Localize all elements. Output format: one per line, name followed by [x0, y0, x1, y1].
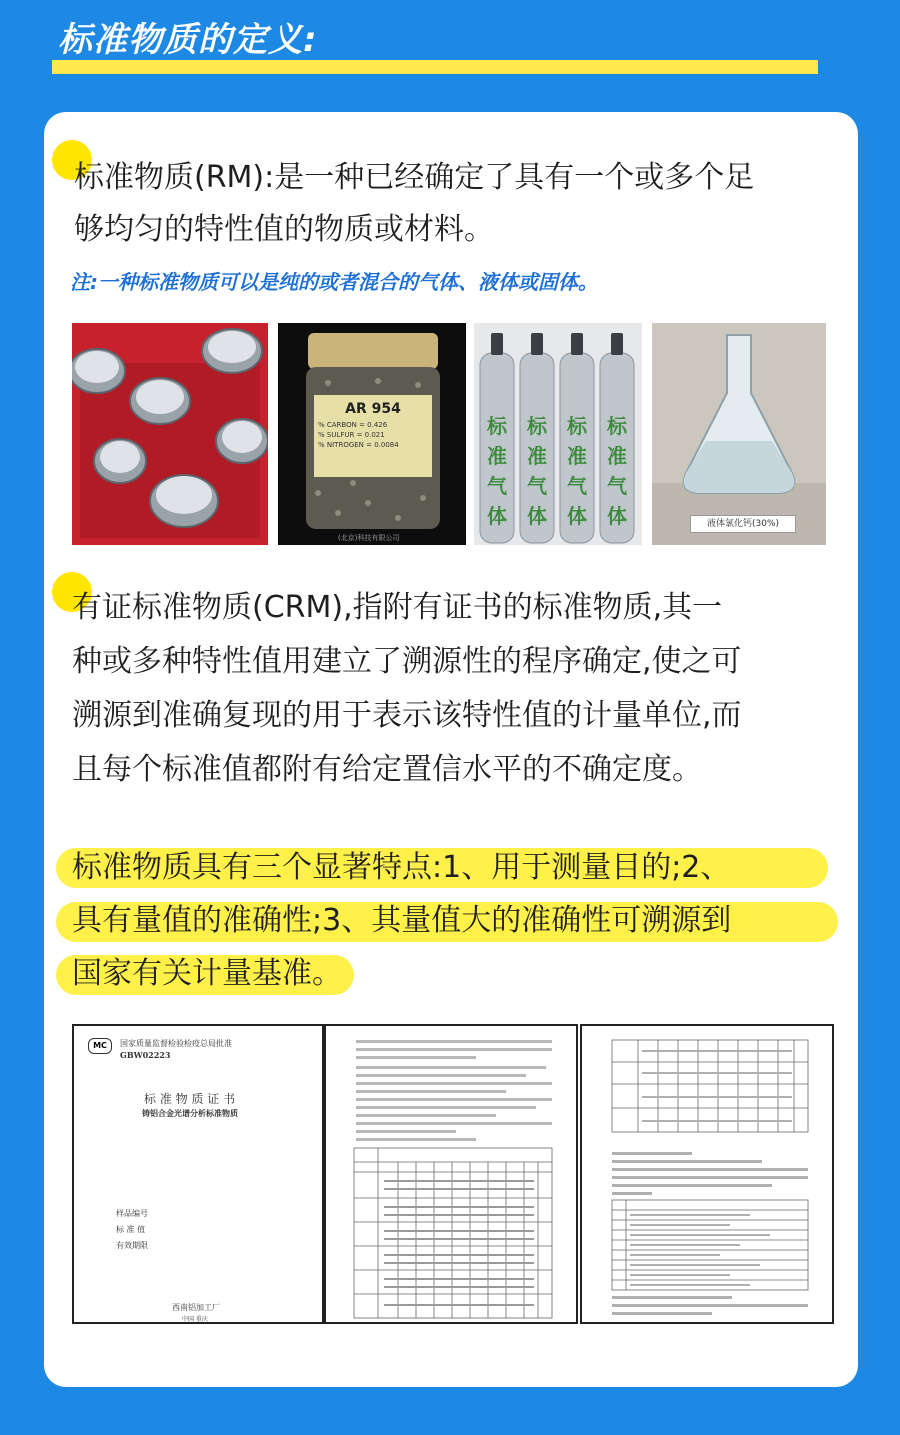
page-title: 标准物质的定义: [58, 20, 318, 60]
cylinder-char: 体 [567, 504, 587, 528]
cylinder-char: 准 [567, 444, 587, 468]
doc-field-sample-no: 样品编号 [116, 1209, 148, 1218]
header-underline [52, 60, 818, 74]
photo-flask [652, 323, 826, 545]
cylinder-4-text [604, 411, 630, 531]
cylinder-char: 标 [567, 414, 587, 438]
features-line-2: 具有量值的准确性;3、其量值大的准确性可溯源到 [72, 903, 732, 938]
photo-metal-samples [72, 323, 268, 545]
certificate-methods-page [580, 1024, 834, 1324]
jar-label-title: AR 954 [345, 401, 401, 417]
mc-logo: MC [88, 1038, 112, 1054]
doc-title: 标 准 物 质 证 书 [144, 1092, 236, 1106]
crm-definition-line-2: 种或多种特性值用建立了溯源性的程序确定,使之可 [72, 644, 742, 679]
cylinder-char: 准 [527, 444, 547, 468]
cylinder-char: 气 [527, 474, 547, 498]
doc-field-value: 标 准 值 [116, 1225, 146, 1234]
rm-definition-line-2: 够均匀的特性值的物质或材料。 [74, 212, 494, 247]
jar-label-nitrogen: % NITROGEN = 0.0084 [318, 441, 399, 449]
crm-definition-line-4: 且每个标准值都附有给定置信水平的不确定度。 [72, 752, 702, 787]
photo-gas-cylinders [474, 323, 642, 545]
cylinder-char: 体 [607, 504, 627, 528]
doc-authority: 国家质量监督检验检疫总局批准 [120, 1039, 232, 1048]
doc-place: 中国 重庆 [182, 1316, 208, 1323]
flask-label: 液体氯化钙(30%) [690, 515, 796, 533]
rm-definition-line-1: 标准物质(RM):是一种已经确定了具有一个或多个足 [74, 160, 755, 195]
doc-code: GBW02223 [120, 1050, 171, 1060]
cylinder-char: 准 [607, 444, 627, 468]
cylinder-char: 体 [487, 504, 507, 528]
jar-label-carbon: % CARBON = 0.426 [318, 421, 388, 429]
cylinder-char: 气 [487, 474, 507, 498]
rm-note: 注:一种标准物质可以是纯的或者混合的气体、液体或固体。 [70, 270, 598, 294]
doc-field-validity: 有效期限 [116, 1241, 148, 1250]
cylinder-1-text [484, 411, 510, 531]
cylinder-char: 标 [527, 414, 547, 438]
jar-footer: (北京)科技有限公司 [338, 534, 400, 542]
crm-definition-line-3: 溯源到准确复现的用于表示该特性值的计量单位,而 [72, 698, 742, 733]
cylinder-char: 准 [487, 444, 507, 468]
cylinder-char: 气 [607, 474, 627, 498]
cylinder-char: 标 [487, 414, 507, 438]
photo-ar954-jar [278, 323, 466, 545]
features-line-1: 标准物质具有三个显著特点:1、用于测量目的;2、 [72, 850, 731, 885]
cylinder-char: 气 [567, 474, 587, 498]
jar-label-sulfur: % SULFUR = 0.021 [318, 431, 385, 439]
doc-maker: 西南铝加工厂 [172, 1303, 220, 1312]
features-line-3: 国家有关计量基准。 [72, 956, 342, 991]
crm-definition-line-1: 有证标准物质(CRM),指附有证书的标准物质,其一 [72, 590, 723, 625]
certificate-cover-page [72, 1024, 324, 1324]
cylinder-char: 标 [607, 414, 627, 438]
doc-subtitle: 铸铝合金光谱分析标准物质 [142, 1108, 238, 1118]
cylinder-char: 体 [527, 504, 547, 528]
cylinder-3-text [564, 411, 590, 531]
certificate-table-page [324, 1024, 578, 1324]
cylinder-2-text [524, 411, 550, 531]
